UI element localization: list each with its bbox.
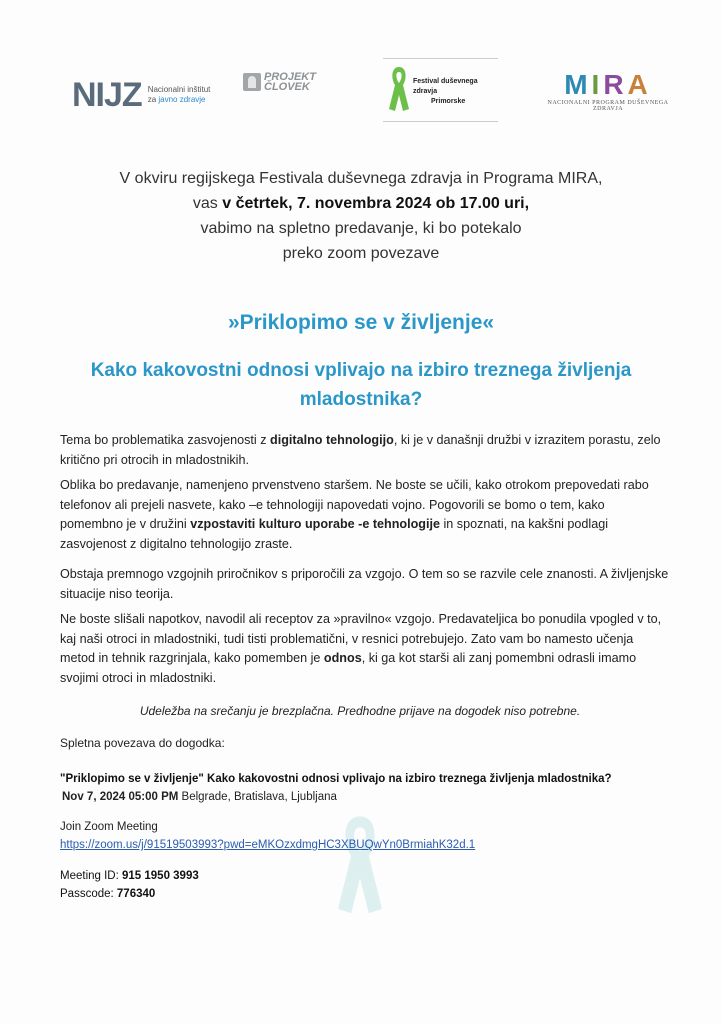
logo-strip <box>0 58 722 128</box>
intro-line3: vabimo na spletno predavanje, ki bo potekalo <box>200 220 522 237</box>
nijz-line2: za javno zdravje <box>147 95 206 104</box>
passcode: Passcode: 776340 <box>60 888 156 900</box>
projekt-text: PROJEKT ČLOVEK <box>264 71 316 93</box>
nijz-text <box>148 85 211 105</box>
intro-block <box>0 166 722 266</box>
festival-text: Festival duševnega zdravja Primorske <box>413 78 478 105</box>
event-subtitle-heading: Kako kakovostni odnosi vplivajo na izbiro treznega življenja mladostnika? <box>90 360 632 410</box>
intro-line2: vas v četrtek, 7. novembra 2024 ob 17.00 uri, <box>192 195 530 212</box>
person-icon <box>243 73 261 91</box>
projekt-clovek-logo <box>243 72 316 92</box>
nijz-mark: NIJZ <box>72 76 142 114</box>
intro-line4: preko zoom povezave <box>282 245 440 262</box>
mira-subtitle: NACIONALNI PROGRAM DUŠEVNEGA ZDRAVJA <box>547 100 669 112</box>
zoom-event-date: Nov 7, 2024 05:00 PM Belgrade, Bratislava, Ljubljana <box>62 791 337 803</box>
event-title-heading: »Priklopimo se v življenje« <box>227 311 495 334</box>
paragraph-4: Ne boste slišali napotkov, navodil ali receptov za »pravilno« vzgojo. Predavateljica bo ponudila vpogled v to, kaj naši otroci in mladostniki, tudi tisti problematični, v resnici potrebujejo. Zato vam bo namesto učenja metod in tehnik razgrinjala, kako pomemben je odnos, ki ga kot starši ali zanj pomembni odrasli imamo svojimi otroci in mladostniki. <box>60 612 662 685</box>
mira-logo <box>538 70 678 112</box>
ribbon-icon <box>387 65 411 115</box>
festival-logo <box>383 58 498 122</box>
nijz-line1: Nacionalni inštitut <box>147 85 211 94</box>
join-zoom-label: Join Zoom Meeting <box>60 821 158 833</box>
paragraph-2: Oblika bo predavanje, namenjeno prvenstveno staršem. Ne boste se učili, kako otrokom prepovedati rabo telefonov ali prejeli nasvete, kako –e tehnologiji napovedati vojno. Pogovorili se bomo o tem, kako pomembno je v družini vzpostaviti kulturo uporabe -e tehnologije in spoznati, na kakšni podlagi zasvojenost z digitalno tehnologijo zraste. <box>60 478 649 551</box>
intro-line1: V okviru regijskega Festivala duševnega zdravja in Programa MIRA, <box>119 170 603 187</box>
zoom-event-title: "Priklopimo se v življenje" Kako kakovostni odnosi vplivajo na izbiro treznega življenja mladostnika? <box>60 773 612 785</box>
ribbon-watermark-icon <box>320 812 400 922</box>
mira-word: MIRA <box>564 69 652 100</box>
nijz-logo <box>72 78 210 112</box>
meeting-id: Meeting ID: 915 1950 3993 <box>60 870 199 882</box>
paragraph-3: Obstaja premnogo vzgojnih priročnikov s priporočili za vzgojo. O tem so se razvile cele znanosti. A življenjske situacije niso teorija. <box>60 567 669 601</box>
zoom-meeting-link[interactable]: https://zoom.us/j/91519503993?pwd=eMKOzxdmgHC3XBUQwYn0BrmiahK32d.1 <box>60 839 476 851</box>
link-label: Spletna povezava do dogodka: <box>60 736 225 750</box>
paragraph-1: Tema bo problematika zasvojenosti z digitalno tehnologijo, ki je v današnji družbi v izrazitem porastu, zelo kritično pri otrocih in mladostnikih. <box>60 433 661 467</box>
attendance-note: Udeležba na srečanju je brezplačna. Predhodne prijave na dogodek niso potrebne. <box>139 704 581 718</box>
